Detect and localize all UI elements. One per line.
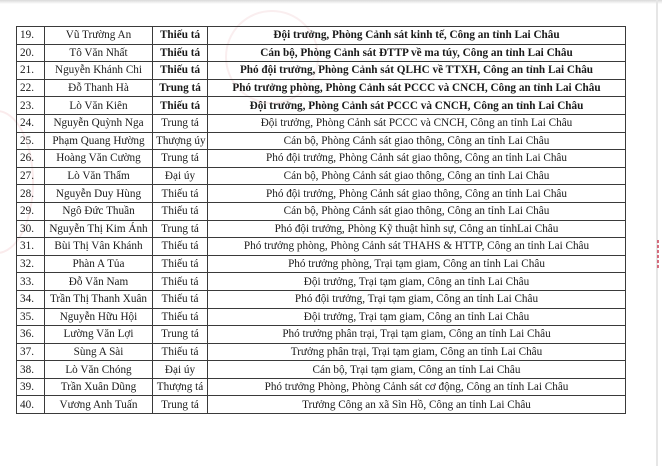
person-name: Tô Văn Nhất [45,44,153,62]
position: Cán bộ, Trại tạm giam, Công an tỉnh Lai Châu [208,361,626,379]
position: Đội trưởng, Phòng Cảnh sát PCCC và CNCH, Công an tỉnh Lai Châu [208,97,626,115]
row-number: 24. [17,114,45,132]
row-number: 20. [17,44,45,62]
person-name: Hoàng Văn Cường [45,150,153,168]
person-name: Nguyễn Khánh Chi [45,62,153,80]
rank: Trung tá [153,396,208,414]
position: Cán bộ, Phòng Cảnh sát giao thông, Công an tỉnh Lai Châu [208,167,626,185]
position: Đội trưởng, Trại tạm giam, Công an tỉnh Lai Châu [208,273,626,291]
rank: Thiếu tá [153,44,208,62]
person-name: Sùng A Sài [45,343,153,361]
table-row [17,27,626,45]
position: Phó đội trưởng, Phòng Cảnh sát giao thông, Công an tỉnh Lai Châu [208,150,626,168]
position: Trưởng phân trại, Trại tạm giam, Công an tỉnh Lai Châu [208,343,626,361]
table-row [17,396,626,414]
table-row [17,185,626,203]
row-number: 39. [17,378,45,396]
rank: Thiếu tá [153,255,208,273]
rank: Trung tá [153,79,208,97]
rank: Đại úy [153,361,208,379]
row-number: 31. [17,238,45,256]
red-edge-mark [657,240,659,268]
person-name: Nguyễn Thị Kim Ánh [45,220,153,238]
row-number: 21. [17,62,45,80]
table-row [17,308,626,326]
row-number: 25. [17,132,45,150]
rank: Thượng úy [153,132,208,150]
position: Phó trưởng phòng, Trại tạm giam, Công an tỉnh Lai Châu [208,255,626,273]
position: Phó đội trưởng, Phòng Cảnh sát QLHC về TTXH, Công an tỉnh Lai Châu [208,62,626,80]
table-row [17,343,626,361]
row-number: 26. [17,150,45,168]
position: Phó trưởng phòng, Phòng Cảnh sát THAHS & HTTP, Công an tỉnh Lai Châu [208,238,626,256]
position: Phó đội trưởng, Phòng Kỹ thuật hình sự, Công an tỉnhLai Châu [208,220,626,238]
table-row [17,62,626,80]
table-row [17,167,626,185]
table-row [17,238,626,256]
table-row [17,290,626,308]
row-number: 35. [17,308,45,326]
rank: Trung tá [153,326,208,344]
row-number: 38. [17,361,45,379]
person-name: Lò Văn Thẩm [45,167,153,185]
page-top-shadow [0,0,662,4]
row-number: 37. [17,343,45,361]
row-number: 40. [17,396,45,414]
rank: Thiếu tá [153,185,208,203]
table-row [17,255,626,273]
row-number: 34. [17,290,45,308]
table-row [17,97,626,115]
row-number: 30. [17,220,45,238]
position: Cán bộ, Phòng Cảnh sát giao thông, Công an tỉnh Lai Châu [208,132,626,150]
personnel-table-body [17,27,626,414]
table-row [17,114,626,132]
row-number: 23. [17,97,45,115]
position: Đội trưởng, Trại tạm giam, Công an tỉnh Lai Châu [208,308,626,326]
rank: Thiếu tá [153,97,208,115]
person-name: Lò Văn Chóng [45,361,153,379]
rank: Thiếu tá [153,202,208,220]
position: Phó trưởng Phòng, Phòng Cảnh sát cơ động, Công an tỉnh Lai Châu [208,378,626,396]
table-row [17,150,626,168]
row-number: 29. [17,202,45,220]
person-name: Vương Anh Tuấn [45,396,153,414]
person-name: Vũ Trường An [45,27,153,45]
person-name: Ngô Đức Thuần [45,202,153,220]
row-number: 28. [17,185,45,203]
person-name: Đỗ Văn Nam [45,273,153,291]
rank: Thượng tá [153,378,208,396]
rank: Thiếu tá [153,273,208,291]
person-name: Phạm Quang Hường [45,132,153,150]
person-name: Trần Xuân Dũng [45,378,153,396]
rank: Đại úy [153,167,208,185]
row-number: 27. [17,167,45,185]
position: Trưởng Công an xã Sìn Hồ, Công an tỉnh Lai Châu [208,396,626,414]
table-row [17,44,626,62]
position: Phó trưởng phân trại, Trại tạm giam, Công an tỉnh Lai Châu [208,326,626,344]
rank: Thiếu tá [153,290,208,308]
rank: Trung tá [153,114,208,132]
row-number: 36. [17,326,45,344]
row-number: 19. [17,27,45,45]
table-row [17,273,626,291]
rank: Thiếu tá [153,27,208,45]
person-name: Nguyễn Quỳnh Nga [45,114,153,132]
person-name: Phàn A Tủa [45,255,153,273]
person-name: Trần Thị Thanh Xuân [45,290,153,308]
position: Phó trưởng phòng, Phòng Cảnh sát PCCC và CNCH, Công an tỉnh Lai Châu [208,79,626,97]
table-row [17,361,626,379]
person-name: Lường Văn Lợi [45,326,153,344]
person-name: Nguyễn Hữu Hội [45,308,153,326]
position: Đội trưởng, Phòng Cảnh sát PCCC và CNCH, Công an tỉnh Lai Châu [208,114,626,132]
rank: Trung tá [153,220,208,238]
person-name: Đỗ Thanh Hà [45,79,153,97]
table-row [17,79,626,97]
table-row [17,378,626,396]
table-row [17,132,626,150]
rank: Trung tá [153,150,208,168]
rank: Thiếu tá [153,238,208,256]
personnel-table [16,26,626,414]
row-number: 22. [17,79,45,97]
position: Cán bộ, Phòng Cảnh sát giao thông, Công an tỉnh Lai Châu [208,202,626,220]
table-row [17,220,626,238]
row-number: 33. [17,273,45,291]
position: Đội trưởng, Phòng Cảnh sát kinh tế, Công an tỉnh Lai Châu [208,27,626,45]
position: Cán bộ, Phòng Cảnh sát ĐTTP về ma túy, Công an tỉnh Lai Châu [208,44,626,62]
row-number: 32. [17,255,45,273]
person-name: Lò Văn Kiên [45,97,153,115]
person-name: Bùi Thị Vân Khánh [45,238,153,256]
rank: Thiếu tá [153,308,208,326]
table-row [17,202,626,220]
position: Phó đội trưởng, Trại tạm giam, Công an tỉnh Lai Châu [208,290,626,308]
page-right-edge [656,0,658,466]
person-name: Nguyễn Duy Hùng [45,185,153,203]
position: Phó đội trưởng, Phòng Cảnh sát giao thông, Công an tỉnh Lai Châu [208,185,626,203]
rank: Thiếu tá [153,62,208,80]
table-row [17,326,626,344]
rank: Thiếu tá [153,343,208,361]
